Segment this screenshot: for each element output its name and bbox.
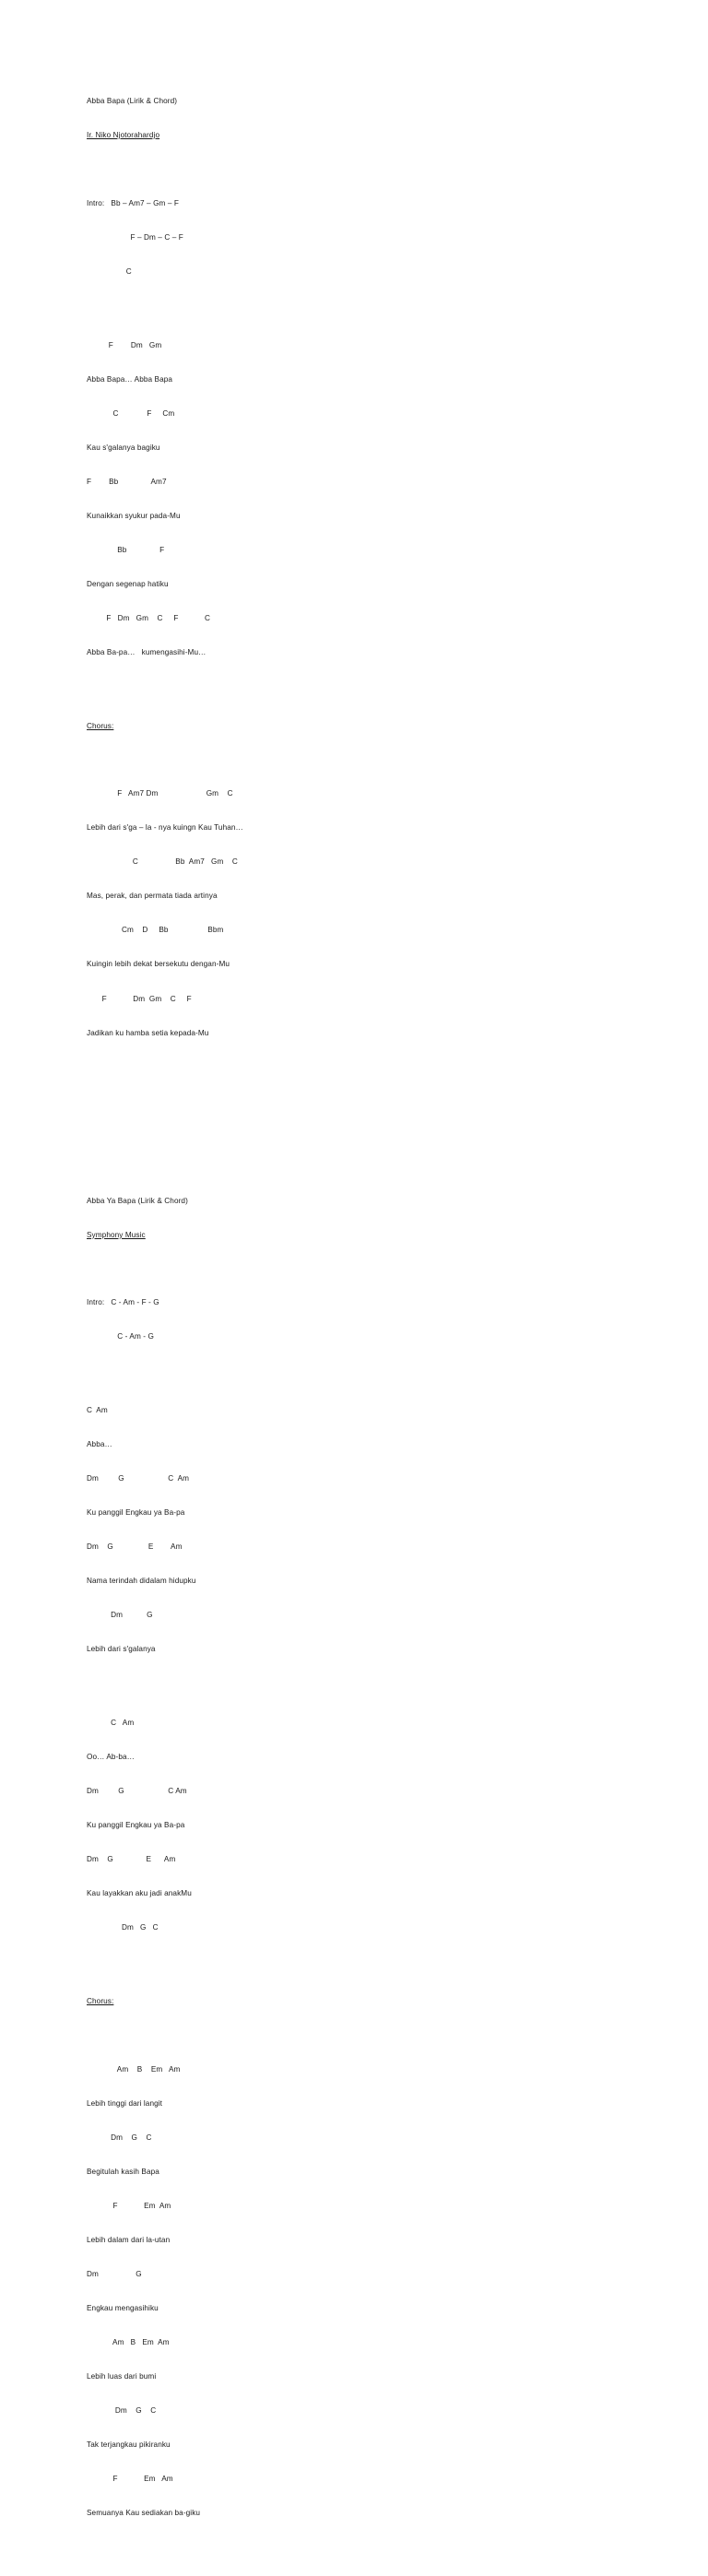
verse-line: Nama terindah didalam hidupku xyxy=(87,1577,196,1586)
verse-line: Kau layakkan aku jadi anakMu xyxy=(87,1889,192,1898)
verse-line: F Dm Gm xyxy=(87,340,162,349)
verse-line: C F Cm xyxy=(87,408,175,418)
verse-line: Dengan segenap hatiku xyxy=(87,579,169,588)
song-artist: Ir. Niko Njotorahardjo xyxy=(87,131,160,140)
spacer xyxy=(87,1365,671,1382)
verse-line: Dm G E Am xyxy=(87,1855,176,1864)
intro-line: C xyxy=(87,266,132,276)
spacer xyxy=(87,755,671,766)
verse-line: Dm G C Am xyxy=(87,1787,187,1796)
chorus-line: Tak terjangkau pikiranku xyxy=(87,2440,171,2450)
intro-line: F – Dm – C – F xyxy=(87,232,183,242)
verse-line: F Bb Am7 xyxy=(87,477,167,486)
chorus-line: Cm D Bb Bbm xyxy=(87,926,224,935)
song-block-1 xyxy=(87,73,671,1061)
spacer xyxy=(87,1956,671,1973)
verse-line: Dm G C Am xyxy=(87,1474,190,1483)
chorus-line: Lebih dari s'ga – la - nya kuingn Kau Tuhan… xyxy=(87,823,243,833)
chorus-line: F Em Am xyxy=(87,2475,173,2484)
chorus-line: Dm G xyxy=(87,2269,142,2278)
verse-line: Abba Ba-pa… kumengasihi-Mu… xyxy=(87,647,206,656)
document-body xyxy=(87,28,671,2576)
chorus-line: Lebih luas dari bumi xyxy=(87,2372,157,2381)
verse-line: Abba… xyxy=(87,1440,112,1449)
verse-line: Abba Bapa… Abba Bapa xyxy=(87,374,173,384)
verse-line: Bb F xyxy=(87,545,165,554)
chorus-line: Dm G C xyxy=(87,2406,157,2416)
intro-line: C - Am - G xyxy=(87,1332,154,1341)
chorus-line: Mas, perak, dan permata tiada artinya xyxy=(87,892,218,901)
spacer xyxy=(87,1678,671,1695)
song-title: Abba Bapa (Lirik & Chord) xyxy=(87,97,178,106)
spacer xyxy=(87,1264,671,1275)
song-block-2 xyxy=(87,1173,671,2542)
chorus-line: F Dm Gm C F xyxy=(87,994,192,1003)
chorus-line: Semuanya Kau sediakan ba-giku xyxy=(87,2509,201,2518)
chorus-label: Chorus: xyxy=(87,721,114,730)
spacer xyxy=(87,2030,671,2041)
chorus-line: F Am7 Dm Gm C xyxy=(87,789,233,798)
chorus-line: Am B Em Am xyxy=(87,2064,181,2074)
verse-line: Kunaikkan syukur pada-Mu xyxy=(87,511,181,520)
verse-line: Ku panggil Engkau ya Ba-pa xyxy=(87,1821,185,1830)
section-spacer xyxy=(87,1096,671,1128)
verse-line: Ku panggil Engkau ya Ba-pa xyxy=(87,1508,185,1518)
chorus-line: Kuingin lebih dekat bersekutu dengan-Mu xyxy=(87,960,230,969)
intro-line: Intro: C - Am - F - G xyxy=(87,1298,159,1307)
chorus-line: C Bb Am7 Gm C xyxy=(87,857,238,867)
verse-line: C Am xyxy=(87,1719,135,1728)
verse-line: Oo… Ab-ba… xyxy=(87,1753,135,1762)
song-title: Abba Ya Bapa (Lirik & Chord) xyxy=(87,1196,188,1205)
chorus-line: F Em Am xyxy=(87,2201,171,2210)
chorus-line: Dm G C xyxy=(87,2133,152,2142)
chorus-line: Begitulah kasih Bapa xyxy=(87,2167,159,2176)
chorus-line: Am B Em Am xyxy=(87,2337,170,2346)
verse-line: Dm G E Am xyxy=(87,1542,183,1552)
spacer xyxy=(87,301,671,317)
chorus-line: Lebih tinggi dari langit xyxy=(87,2098,163,2108)
spacer xyxy=(87,164,671,175)
verse-line: C Am xyxy=(87,1406,108,1415)
chorus-line: Lebih dalam dari la-utan xyxy=(87,2235,171,2244)
verse-line: F Dm Gm C F C xyxy=(87,613,211,622)
chorus-line: Engkau mengasihiku xyxy=(87,2303,159,2312)
song-artist: Symphony Music xyxy=(87,1230,146,1239)
spacer xyxy=(87,681,671,698)
verse-line: Lebih dari s'galanya xyxy=(87,1645,156,1654)
verse-line: Kau s'galanya bagiku xyxy=(87,443,160,452)
verse-line: Dm G xyxy=(87,1611,153,1620)
chorus-label: Chorus: xyxy=(87,1997,114,2005)
chorus-line: Jadikan ku hamba setia kepada-Mu xyxy=(87,1028,209,1037)
verse-line: Dm G C xyxy=(87,1923,159,1932)
intro-line: Intro: Bb – Am7 – Gm – F xyxy=(87,198,179,207)
